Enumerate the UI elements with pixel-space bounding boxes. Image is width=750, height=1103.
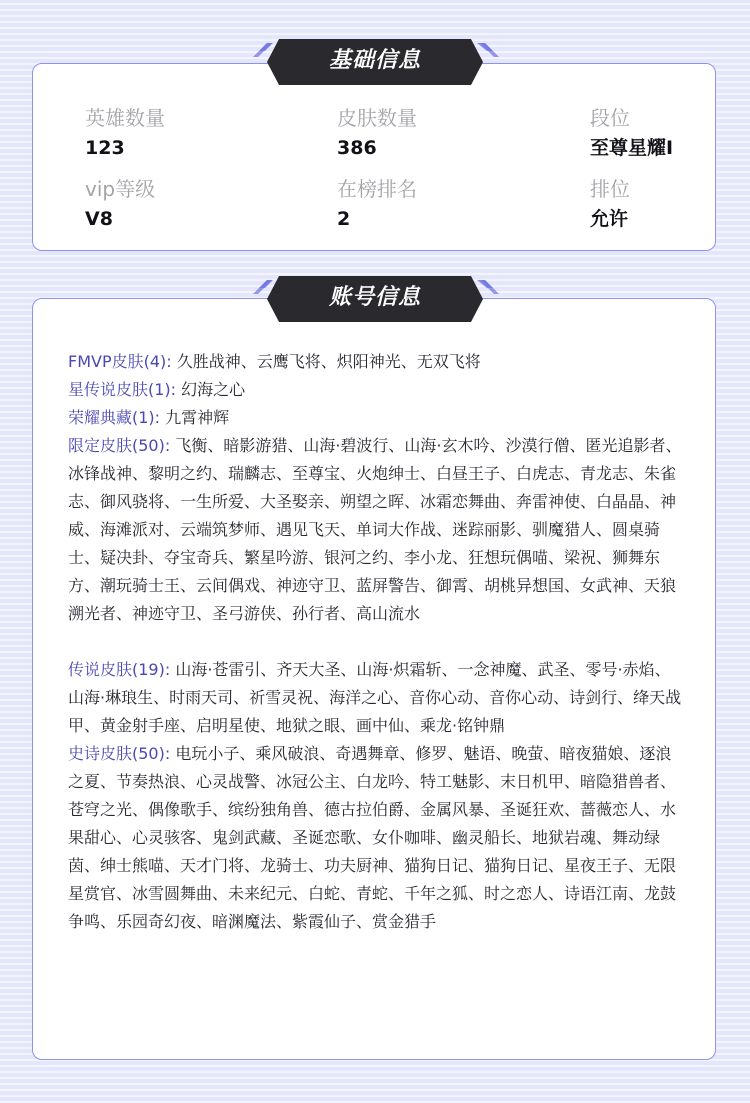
account-skin-list	[68, 348, 686, 936]
stat-leaderboard-rank	[337, 177, 417, 231]
stat-label: vip等级	[85, 177, 156, 201]
skin-group-legend	[68, 656, 686, 740]
skin-group-label: 荣耀典藏(1):	[68, 408, 161, 427]
stat-value: 2	[337, 208, 351, 230]
stat-ranked-allowed	[590, 177, 630, 231]
skin-group-glory-collection	[68, 404, 686, 432]
account-info-header	[251, 276, 499, 322]
group-spacer	[68, 628, 686, 656]
stat-skin-count	[337, 106, 417, 160]
stat-label: 皮肤数量	[337, 106, 417, 130]
stat-label: 在榜排名	[337, 177, 417, 201]
skin-group-text: 幻海之心	[181, 380, 246, 399]
stat-value: 至尊星耀I	[590, 137, 674, 159]
skin-group-label: 星传说皮肤(1):	[68, 380, 177, 399]
basic-info-card	[32, 63, 716, 251]
skin-group-text: 九霄神辉	[165, 408, 230, 427]
skin-group-text: 久胜战神、云鹰飞将、炽阳神光、无双飞将	[176, 352, 481, 371]
stat-value: 386	[337, 137, 377, 159]
stat-label: 排位	[590, 177, 630, 201]
basic-info-header	[251, 39, 499, 85]
stat-vip-level	[85, 177, 155, 231]
section-title: 基础信息	[328, 48, 421, 73]
stat-value: 允许	[590, 208, 629, 230]
skin-group-label: FMVP皮肤(4):	[68, 352, 172, 371]
stat-label: 段位	[590, 106, 630, 130]
skin-group-star-legend	[68, 376, 686, 404]
skin-group-text: 山海·苍雷引、齐天大圣、山海·炽霜斩、一念神魔、武圣、零号·赤焰、山海·琳琅生、时雨天司、祈雪灵祝、海洋之心、音你心动、音你心动、诗剑行、绛天战甲、黄金射手座、启明星使、地狱之眼、画中仙、乘龙·铭钟鼎	[68, 660, 682, 735]
skin-group-text: 飞衡、暗影游猎、山海·碧波行、山海·玄木吟、沙漠行僧、匿光追影者、冰锋战神、黎明之约、瑞麟志、至尊宝、火炮绅士、白昼王子、白虎志、青龙志、朱雀志、御风骁将、一生所爱、大圣娶亲、朔望之晖、冰霜恋舞曲、奔雷神使、白晶晶、神威、海滩派对、云端筑梦师、遇见飞天、单词大作战、迷踪丽影、驯魔猎人、圆桌骑士、疑决卦、夺宝奇兵、繁星吟游、银河之约、李小龙、狂想玩偶喵、梁祝、狮舞东方、潮玩骑士王、云间偶戏、神迹守卫、蓝屏警告、御霄、胡桃异想国、女武神、天狼溯光者、神迹守卫、圣弓游侠、孙行者、高山流水	[68, 436, 682, 623]
stat-value: 123	[85, 137, 125, 159]
stat-hero-count	[85, 106, 165, 160]
skin-group-text: 电玩小子、乘风破浪、奇遇舞章、修罗、魅语、晚萤、暗夜猫娘、逐浪之夏、节奏热浪、心灵战警、冰冠公主、白龙吟、特工魅影、末日机甲、暗隐猎兽者、苍穹之光、偶像歌手、缤纷独角兽、德古拉伯爵、金属风暴、圣诞狂欢、蔷薇恋人、水果甜心、心灵骇客、鬼剑武藏、圣诞恋歌、女仆咖啡、幽灵船长、地狱岩魂、舞动绿茵、绅士熊喵、天才门将、龙骑士、功夫厨神、猫狗日记、猫狗日记、星夜王子、无限星赏官、冰雪圆舞曲、未来纪元、白蛇、青蛇、千年之狐、时之恋人、诗语江南、龙鼓争鸣、乐园奇幻夜、暗渊魔法、紫霞仙子、赏金猎手	[68, 744, 677, 931]
stat-value: V8	[85, 208, 113, 230]
stat-label: 英雄数量	[85, 106, 165, 130]
section-title: 账号信息	[328, 285, 421, 310]
skin-group-label: 传说皮肤(19):	[68, 660, 171, 679]
skin-group-label: 史诗皮肤(50):	[68, 744, 171, 763]
skin-group-epic	[68, 740, 686, 936]
stat-rank-tier	[590, 106, 673, 160]
skin-group-fmvp	[68, 348, 686, 376]
skin-group-label: 限定皮肤(50):	[68, 436, 171, 455]
skin-group-limited	[68, 432, 686, 628]
